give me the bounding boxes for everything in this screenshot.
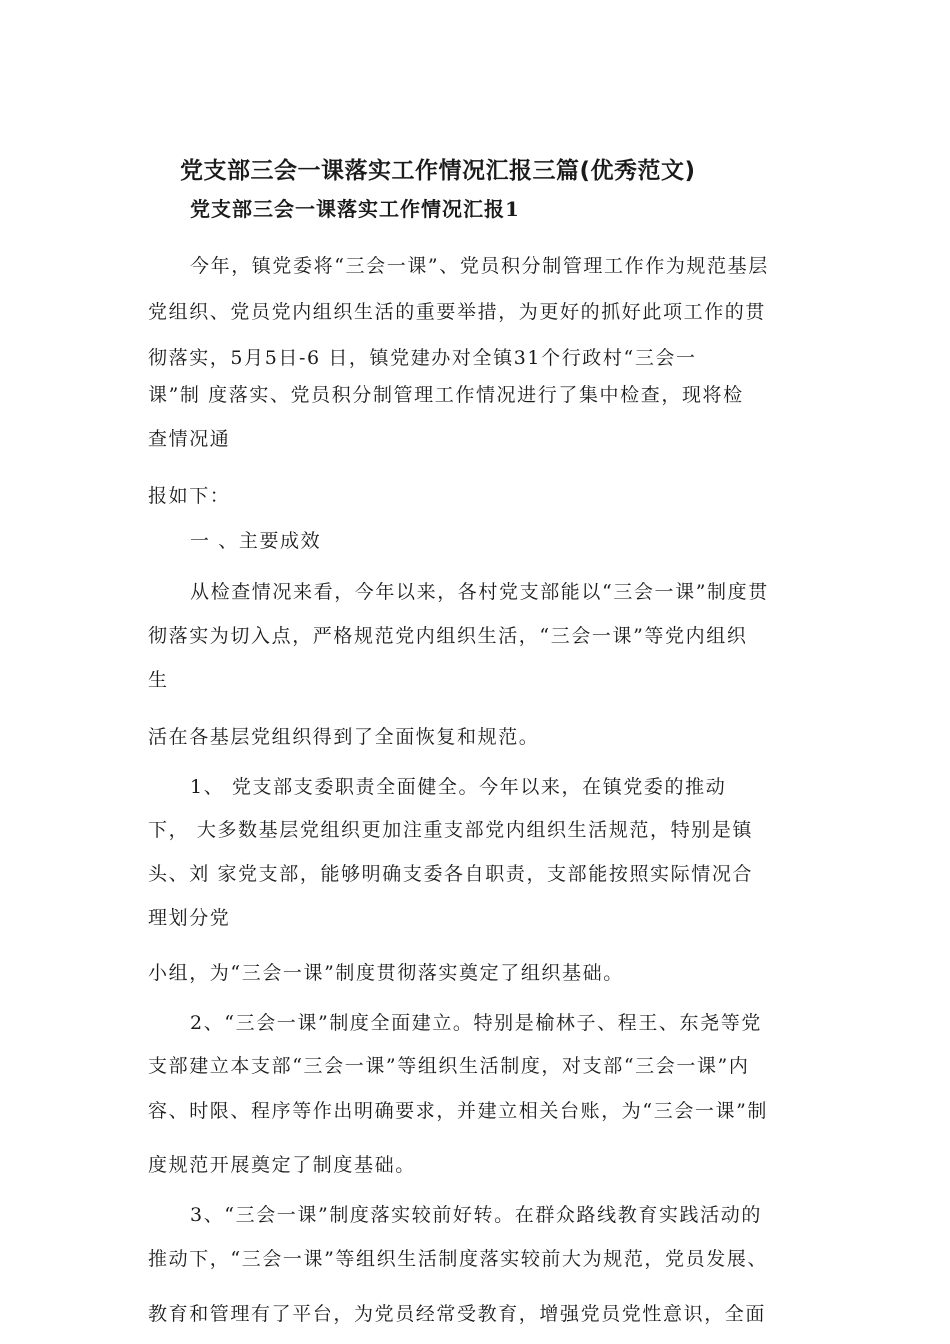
- paragraph-line: 头、刘 家党支部，能够明确支委各自职责，支部能按照实际情况合: [148, 863, 754, 885]
- paragraph-line: 1、 党支部支委职责全面健全。今年以来，在镇党委的推动: [190, 776, 727, 798]
- paragraph-line: 推动下，“三会一课”等组织生活制度落实较前大为规范，党员发展、: [148, 1248, 769, 1270]
- paragraph-line: 生: [148, 669, 169, 691]
- paragraph-line: 从检查情况来看，今年以来，各村党支部能以“三会一课”制度贯: [190, 581, 769, 603]
- paragraph-line: 下， 大多数基层党组织更加注重支部党内组织生活规范，特别是镇: [148, 819, 754, 841]
- paragraph-line: 小组，为“三会一课”制度贯彻落实奠定了组织基础。: [148, 962, 624, 984]
- paragraph-line: 党组织、党员党内组织生活的重要举措，为更好的抓好此项工作的贯: [148, 301, 767, 323]
- paragraph-line: 今年，镇党委将“三会一课”、党员积分制管理工作作为规范基层: [190, 255, 769, 277]
- paragraph-line: 理划分党: [148, 907, 231, 929]
- paragraph-line: 支部建立本支部“三会一课”等组织生活制度，对支部“三会一课”内: [148, 1055, 750, 1077]
- paragraph-line: 课”制 度落实、党员积分制管理工作情况进行了集中检查，现将检: [148, 384, 744, 406]
- paragraph-line: 教育和管理有了平台，为党员经常受教育，增强党员党性意识，全面: [148, 1303, 767, 1325]
- document-subtitle: 党支部三会一课落实工作情况汇报1: [190, 197, 520, 221]
- paragraph-line: 容、时限、程序等作出明确要求，并建立相关台账，为“三会一课”制: [148, 1100, 769, 1122]
- document-title: 党支部三会一课落实工作情况汇报三篇(优秀范文): [180, 158, 696, 184]
- paragraph-line: 度规范开展奠定了制度基础。: [148, 1154, 416, 1176]
- paragraph-line: 查情况通: [148, 428, 231, 450]
- paragraph-line: 3、“三会一课”制度落实较前好转。在群众路线教育实践活动的: [190, 1204, 762, 1226]
- paragraph-line: 彻落实，5月5日-6 日，镇党建办对全镇31个行政村“三会一: [148, 347, 697, 369]
- paragraph-line: 报如下：: [148, 485, 231, 507]
- paragraph-line: 活在各基层党组织得到了全面恢复和规范。: [148, 726, 540, 748]
- paragraph-line: 彻落实为切入点，严格规范党内组织生活，“三会一课”等党内组织: [148, 625, 748, 647]
- section-heading: 一 、主要成效: [190, 530, 322, 552]
- paragraph-line: 2、“三会一课”制度全面建立。特别是榆林子、程王、东尧等党: [190, 1012, 762, 1034]
